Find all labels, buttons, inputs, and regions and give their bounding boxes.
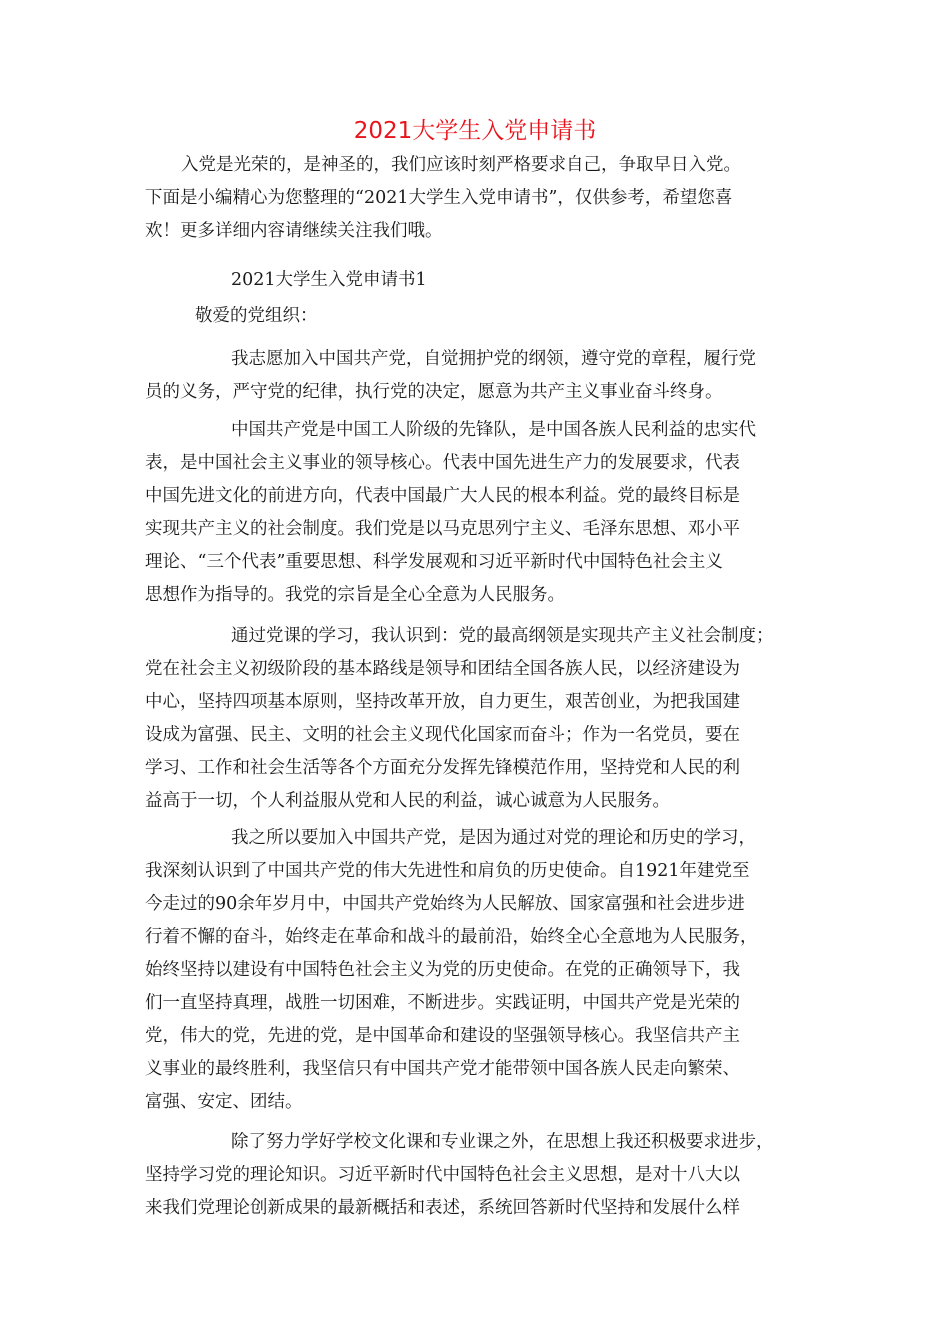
paragraph-line: 富强、安定、团结。 [145,1092,303,1112]
intro-line: 下面是小编精心为您整理的“2021大学生入党申请书”，仅供参考，希望您喜 [145,188,733,208]
paragraph-line: 中国先进文化的前进方向，代表中国最广大人民的根本利益。党的最终目标是 [145,486,740,506]
intro-paragraph [145,149,805,248]
paragraph-line: 益高于一切，个人利益服从党和人民的利益，诚心诚意为人民服务。 [145,791,670,811]
salutation [145,300,805,333]
paragraph-line: 党在社会主义初级阶段的基本路线是领导和团结全国各族人民，以经济建设为 [145,659,740,679]
paragraph-line: 我之所以要加入中国共产党，是因为通过对党的理论和历史的学习， [231,828,756,848]
paragraph-line: 今走过的90余年岁月中，中国共产党始终为人民解放、国家富强和社会进步进 [145,894,745,914]
section-heading [145,264,805,297]
paragraph-line: 党，伟大的党，先进的党，是中国革命和建设的坚强领导核心。我坚信共产主 [145,1026,740,1046]
body-paragraph-3 [145,620,805,818]
paragraph-line: 除了努力学好学校文化课和专业课之外，在思想上我还积极要求进步， [231,1132,774,1152]
paragraph-line: 通过党课的学习，我认识到：党的最高纲领是实现共产主义社会制度； [231,626,774,646]
paragraph-line: 学习、工作和社会生活等各个方面充分发挥先锋模范作用，坚持党和人民的利 [145,758,740,778]
paragraph-line: 坚持学习党的理论知识。习近平新时代中国特色社会主义思想，是对十八大以 [145,1165,740,1185]
section-heading-text: 2021大学生入党申请书1 [231,270,427,290]
body-paragraph-5 [145,1126,805,1225]
paragraph-line: 行着不懈的奋斗，始终走在革命和战斗的最前沿，始终全心全意地为人民服务， [145,927,758,947]
intro-line: 入党是光荣的，是神圣的，我们应该时刻严格要求自己，争取早日入党。 [181,155,741,175]
paragraph-line: 中心，坚持四项基本原则，坚持改革开放，自力更生，艰苦创业，为把我国建 [145,692,740,712]
salutation-text: 敬爱的党组织： [195,306,318,326]
body-paragraph-4 [145,822,805,1119]
intro-line: 欢！更多详细内容请继续关注我们哦。 [145,221,443,241]
paragraph-line: 我深刻认识到了中国共产党的伟大先进性和肩负的历史使命。自1921年建党至 [145,861,750,881]
paragraph-line: 实现共产主义的社会制度。我们党是以马克思列宁主义、毛泽东思想、邓小平 [145,519,740,539]
body-paragraph-2 [145,414,805,612]
paragraph-line: 义事业的最终胜利，我坚信只有中国共产党才能带领中国各族人民走向繁荣、 [145,1059,740,1079]
body-paragraph-1 [145,343,805,409]
document-title: 2021大学生入党申请书 [353,118,597,144]
paragraph-line: 设成为富强、民主、文明的社会主义现代化国家而奋斗；作为一名党员，要在 [145,725,740,745]
paragraph-line: 们一直坚持真理，战胜一切困难，不断进步。实践证明，中国共产党是光荣的 [145,993,740,1013]
paragraph-line: 表，是中国社会主义事业的领导核心。代表中国先进生产力的发展要求，代表 [145,453,740,473]
paragraph-line: 始终坚持以建设有中国特色社会主义为党的历史使命。在党的正确领导下，我 [145,960,740,980]
paragraph-line: 理论、“三个代表”重要思想、科学发展观和习近平新时代中国特色社会主义 [145,552,723,572]
paragraph-line: 思想作为指导的。我党的宗旨是全心全意为人民服务。 [145,585,565,605]
paragraph-line: 员的义务，严守党的纪律，执行党的决定，愿意为共产主义事业奋斗终身。 [145,382,723,402]
paragraph-line: 中国共产党是中国工人阶级的先锋队，是中国各族人民利益的忠实代 [231,420,756,440]
paragraph-line: 来我们党理论创新成果的最新概括和表述，系统回答新时代坚持和发展什么样 [145,1198,740,1218]
paragraph-line: 我志愿加入中国共产党，自觉拥护党的纲领，遵守党的章程，履行党 [231,349,756,369]
